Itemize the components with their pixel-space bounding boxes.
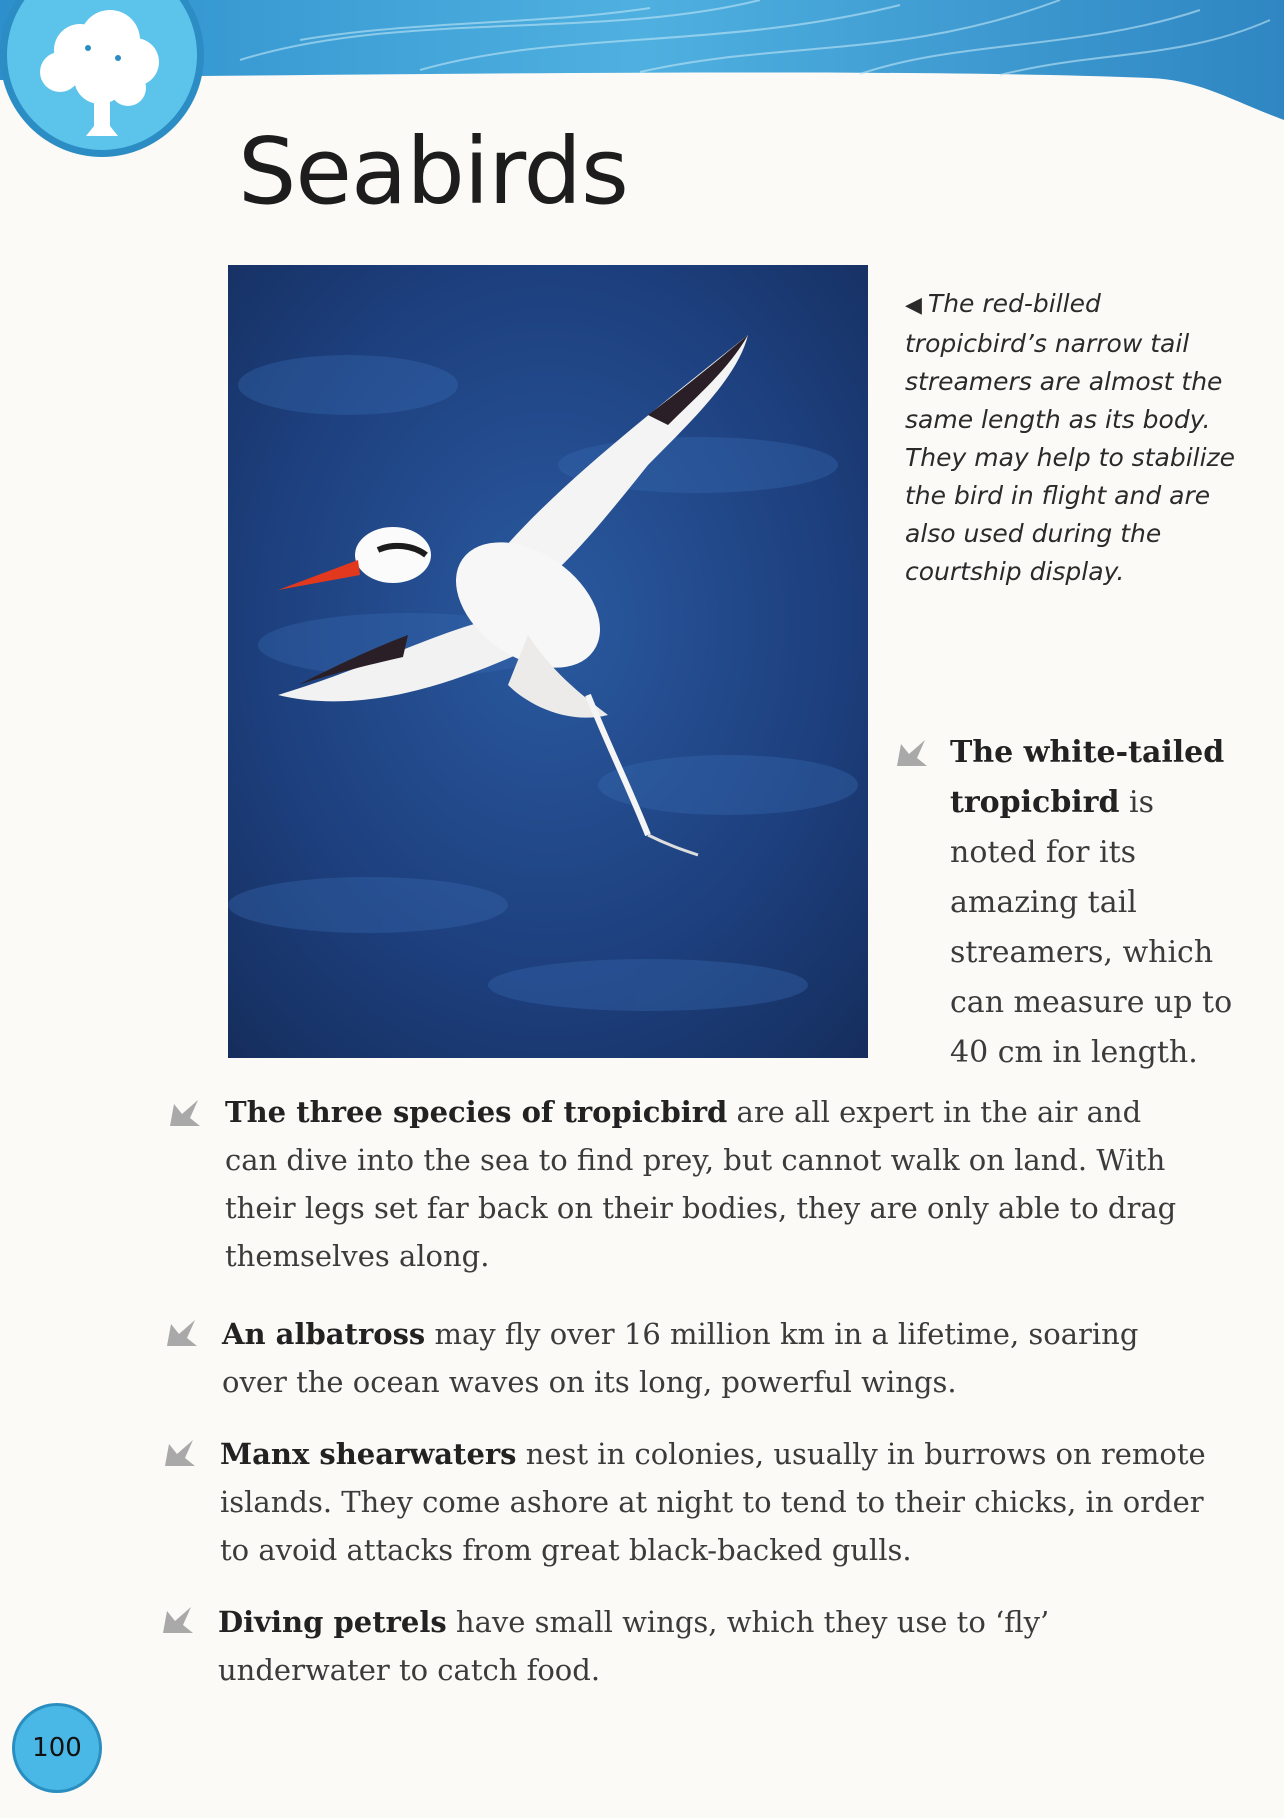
fact-text: have small wings, which they use to ‘fly’ underwater to catch food. — [218, 1605, 1050, 1687]
page-number-badge: 100 — [12, 1703, 102, 1793]
bird-bullet-icon — [161, 1605, 195, 1635]
photo-caption — [905, 285, 1240, 591]
fact-heading: Manx shearwaters — [220, 1437, 517, 1471]
fact-manx-shearwaters — [220, 1430, 1230, 1574]
bird-bullet-icon — [168, 1098, 202, 1128]
bird-bullet-icon — [895, 738, 929, 768]
fact-diving-petrels — [218, 1598, 1208, 1694]
bird-bullet-icon — [165, 1318, 199, 1348]
fact-text: is noted for its amazing tail streamers, which can measure up to 40 cm in length. — [950, 785, 1233, 1070]
fact-text: are all expert in the air and can dive into the sea to find prey, but cannot walk on land. With their legs set far back on their bodies, they are only able to drag themselves along. — [225, 1095, 1177, 1273]
tropicbird-photo — [228, 265, 868, 1058]
fact-heading: The white-tailed tropicbird — [950, 735, 1225, 820]
fact-heading: The three species of tropicbird — [225, 1095, 728, 1129]
fact-white-tailed-tropicbird — [950, 728, 1240, 1078]
fact-three-species — [225, 1088, 1200, 1280]
fact-heading: An albatross — [222, 1317, 426, 1351]
fact-text: may fly over 16 million km in a lifetime, soaring over the ocean waves on its long, powerful wings. — [222, 1317, 1139, 1399]
page-title: Seabirds — [238, 118, 628, 225]
bird-bullet-icon — [163, 1438, 197, 1468]
fact-albatross — [222, 1310, 1197, 1406]
caption-text: The red-billed tropicbird’s narrow tail streamers are almost the same length as its body. They may help to stabilize the bird in flight and are also used during the courtship display. — [905, 289, 1236, 586]
tree-icon — [0, 0, 210, 165]
caption-arrow-icon: ◀ — [905, 293, 922, 318]
fact-text: nest in colonies, usually in burrows on remote islands. They come ashore at night to tend to their chicks, in order to avoid attacks from great black-backed gulls. — [220, 1437, 1206, 1567]
fact-heading: Diving petrels — [218, 1605, 447, 1639]
